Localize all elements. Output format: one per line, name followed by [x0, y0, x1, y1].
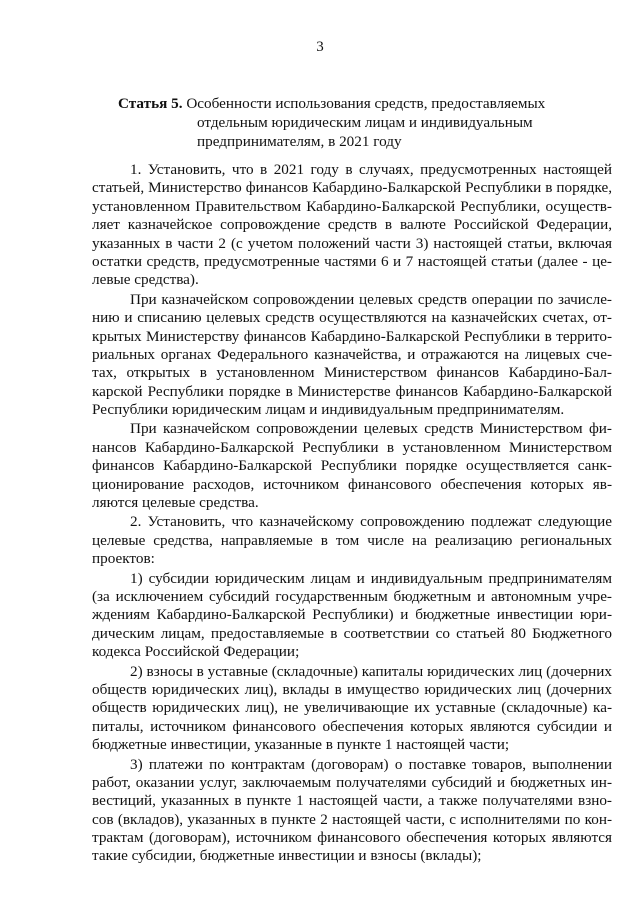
paragraph-line: риальных органах Федерального казначейства, и отражаются на лицевых сче-: [92, 345, 612, 363]
paragraph-line: При казначейском сопровождении целевых средств Министерством фи-: [130, 420, 612, 438]
paragraph-line: остатки средств, предусмотренные частями 6 и 7 настоящей статьи (далее - це-: [92, 252, 612, 270]
paragraph-line: бюджетные инвестиции, указанные в пункте 1 настоящей части;: [92, 736, 510, 754]
article-label: Статья 5.: [118, 95, 183, 112]
paragraph-line: финансов Кабардино-Балкарской Республики порядке осуществляется санк-: [92, 457, 612, 475]
paragraph-line: карской Республики порядке в Министерстве финансов Кабардино-Балкарской: [92, 382, 612, 400]
paragraph-line: ционирование расходов, источником финансового обеспечения которых яв-: [92, 475, 612, 493]
paragraph-line: трактам (договорам), источником финансового обеспечения которых являются: [92, 829, 612, 847]
paragraph: [92, 570, 612, 662]
paragraph-line: ляются целевые средства.: [92, 494, 259, 512]
paragraph-line: проектов:: [92, 550, 155, 568]
paragraph: [92, 420, 612, 512]
paragraph-line: (за исключением субсидий государственным бюджетным и автономным учре-: [92, 587, 612, 605]
paragraph-line: питалы, источником финансового обеспечения которых являются субсидии и: [92, 717, 612, 735]
paragraph-line: установленном Правительством Кабардино-Балкарской Республики, осуществ-: [92, 197, 612, 215]
paragraph-line: 3) платежи по контрактам (договорам) о поставке товаров, выполнении: [130, 755, 612, 773]
paragraph-line: дическим лицам, предоставляемые в соответствии со статьей 80 Бюджетного: [92, 624, 612, 642]
paragraph: [92, 161, 612, 290]
paragraph: [92, 513, 612, 568]
paragraph-line: ждениям Кабардино-Балкарской Республики) и бюджетные инвестиции юри-: [92, 606, 612, 624]
paragraph: [92, 663, 612, 755]
paragraph: [92, 756, 612, 866]
paragraph-line: нансов Кабардино-Балкарской Республики в установленном Министерством: [92, 438, 612, 456]
paragraph: [92, 291, 612, 420]
paragraph-line: При казначейском сопровождении целевых средств операции по зачисле-: [130, 290, 612, 308]
paragraph-line: статьей, Министерство финансов Кабардино-Балкарской Республики в порядке,: [92, 179, 612, 197]
article-heading: [118, 94, 558, 151]
paragraph-line: работ, оказании услуг, заключаемым получателями субсидий и бюджетных ин-: [92, 773, 612, 791]
page-number: 3: [316, 39, 324, 55]
paragraph-line: обществ юридических лиц), не увеличивающие их уставные (складочные) ка-: [92, 699, 612, 717]
article-title-part-1: Особенности использования средств, предоставляемых: [186, 95, 546, 112]
paragraph-line: обществ юридических лиц), вклады в имущество юридических лиц (дочерних: [92, 680, 612, 698]
paragraph-line: указанных в части 2 (с учетом положений части 3) настоящей статьи, включая: [92, 234, 612, 252]
article-body: [92, 161, 612, 866]
paragraph-line: нию и списанию целевых средств осуществляются на казначейских счетах, от-: [92, 309, 612, 327]
paragraph-line: такие субсидии, бюджетные инвестиции и взносы (вклады);: [92, 847, 482, 865]
article-title-part-3: предпринимателям, в 2021 году: [197, 133, 402, 150]
paragraph-line: крытых Министерству финансов Кабардино-Балкарской Республики в террито-: [92, 327, 612, 345]
article-title-part-2: отдельным юридическим лицам и индивидуальным: [197, 114, 533, 131]
paragraph-line: 1) субсидии юридическим лицам и индивидуальным предпринимателям: [130, 569, 612, 587]
paragraph-line: сов (вкладов), указанных в пункте 2 настоящей части, с исполнителями по кон-: [92, 810, 612, 828]
paragraph-line: 1. Установить, что в 2021 году в случаях, предусмотренных настоящей: [130, 161, 612, 178]
paragraph-line: целевые средства, направляемые в том числе на реализацию региональных: [92, 531, 612, 549]
paragraph-line: кодекса Российской Федерации;: [92, 643, 300, 661]
paragraph-line: левые средства).: [92, 271, 199, 289]
paragraph-line: ляет казначейское сопровождение средств в валюте Российской Федерации,: [92, 216, 612, 234]
paragraph-line: вестиций, указанных в пункте 1 настоящей части, а также получателями взно-: [92, 792, 612, 810]
paragraph-line: 2. Установить, что казначейскому сопровождению подлежат следующие: [130, 513, 612, 531]
paragraph-line: Республики юридическим лицам и индивидуальным предпринимателям.: [92, 401, 565, 419]
article-heading-line-1: [118, 94, 558, 113]
paragraph-line: тах, открытых в установленном Министерством финансов Кабардино-Бал-: [92, 364, 612, 382]
paragraph-line: 2) взносы в уставные (складочные) капиталы юридических лиц (дочерних: [130, 662, 612, 680]
